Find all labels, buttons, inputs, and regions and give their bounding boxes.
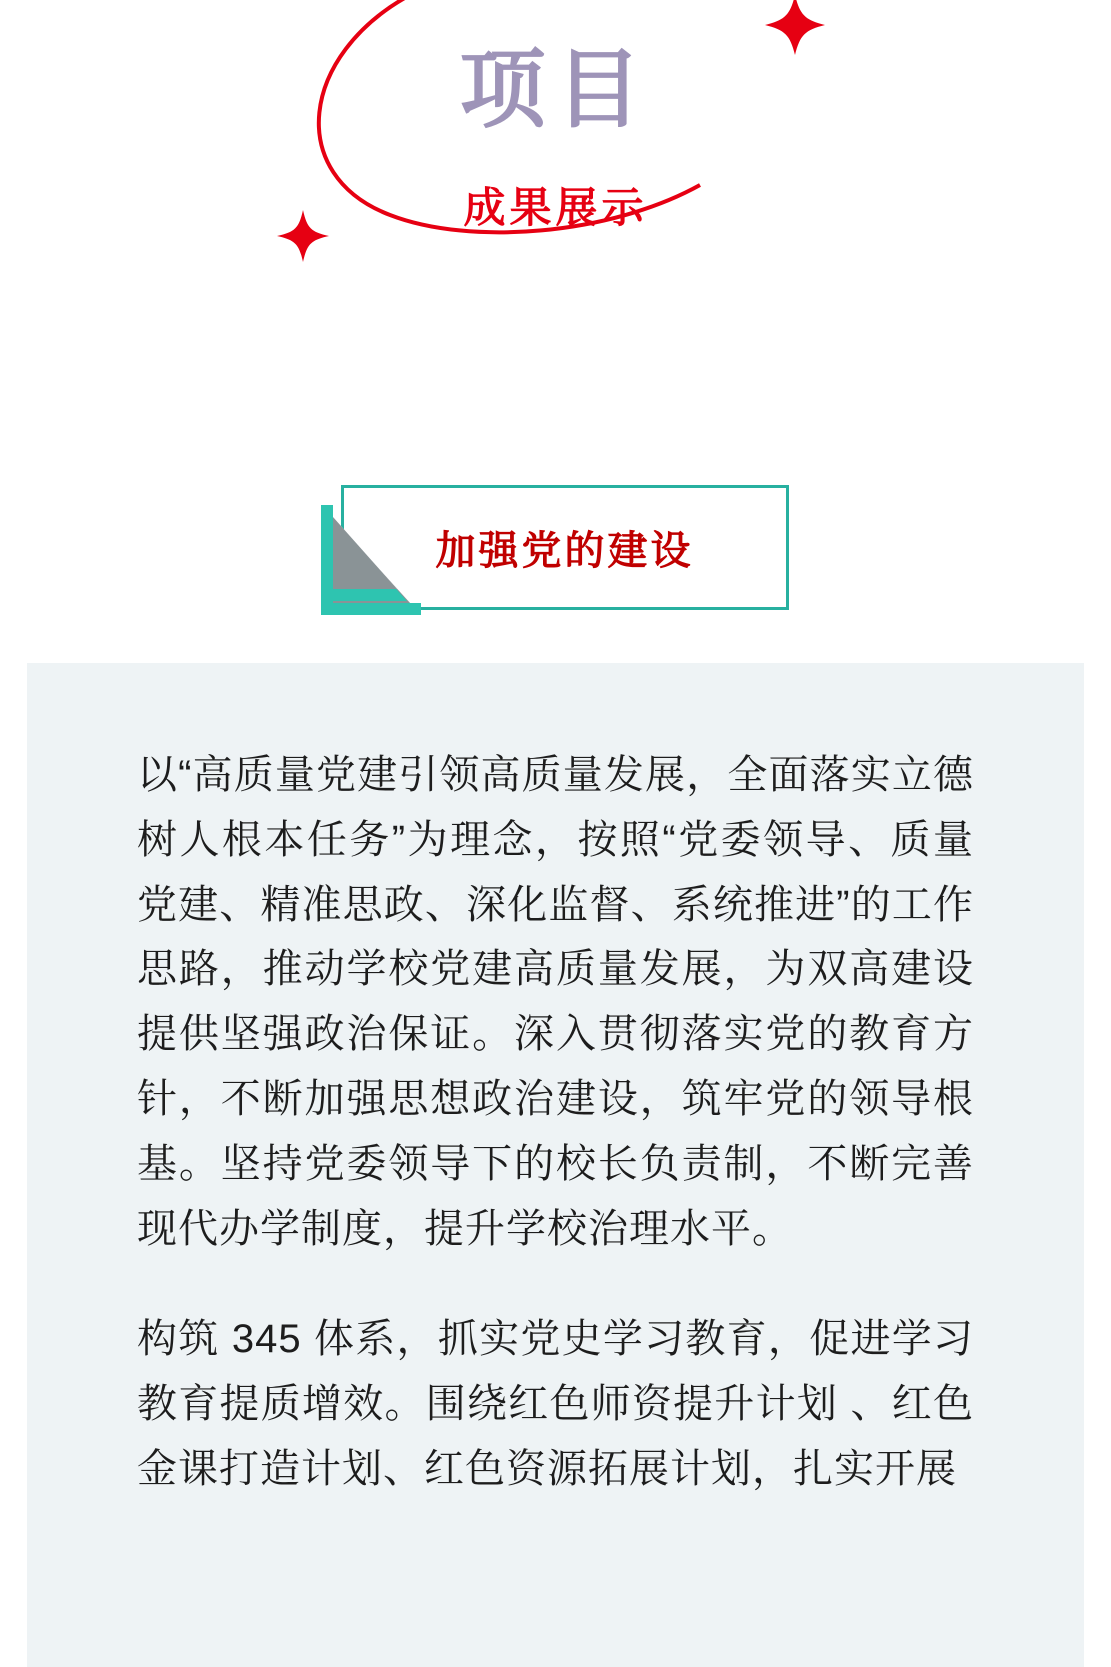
page-header bbox=[0, 0, 1111, 330]
section-heading bbox=[321, 485, 791, 620]
page-title: 项目 bbox=[459, 42, 652, 138]
content-panel bbox=[27, 663, 1084, 1667]
content-paragraph-2: 构筑 345 体系，抓实党史学习教育，促进学习教育提质增效。围绕红色师资提升计划 、红色金课打造计划、红色资源拓展计划，扎实开展 bbox=[137, 1317, 974, 1491]
content-paragraph-1: 以“高质量党建引领高质量发展，全面落实立德树人根本任务”为理念，按照“党委领导、质量党建、精准思政、深化监督、系统推进”的工作思路，推动学校党建高质量发展，为双高建设提供坚强政治保证。深入贯彻落实党的教育方针，不断加强思想政治建设，筑牢党的领导根基。坚持党委领导下的校长负责制，不断完善现代办学制度，提升学校治理水平。 bbox=[137, 753, 974, 1251]
page-subtitle: 成果展示 bbox=[463, 184, 648, 231]
section-heading-title: 加强党的建设 bbox=[435, 529, 694, 573]
